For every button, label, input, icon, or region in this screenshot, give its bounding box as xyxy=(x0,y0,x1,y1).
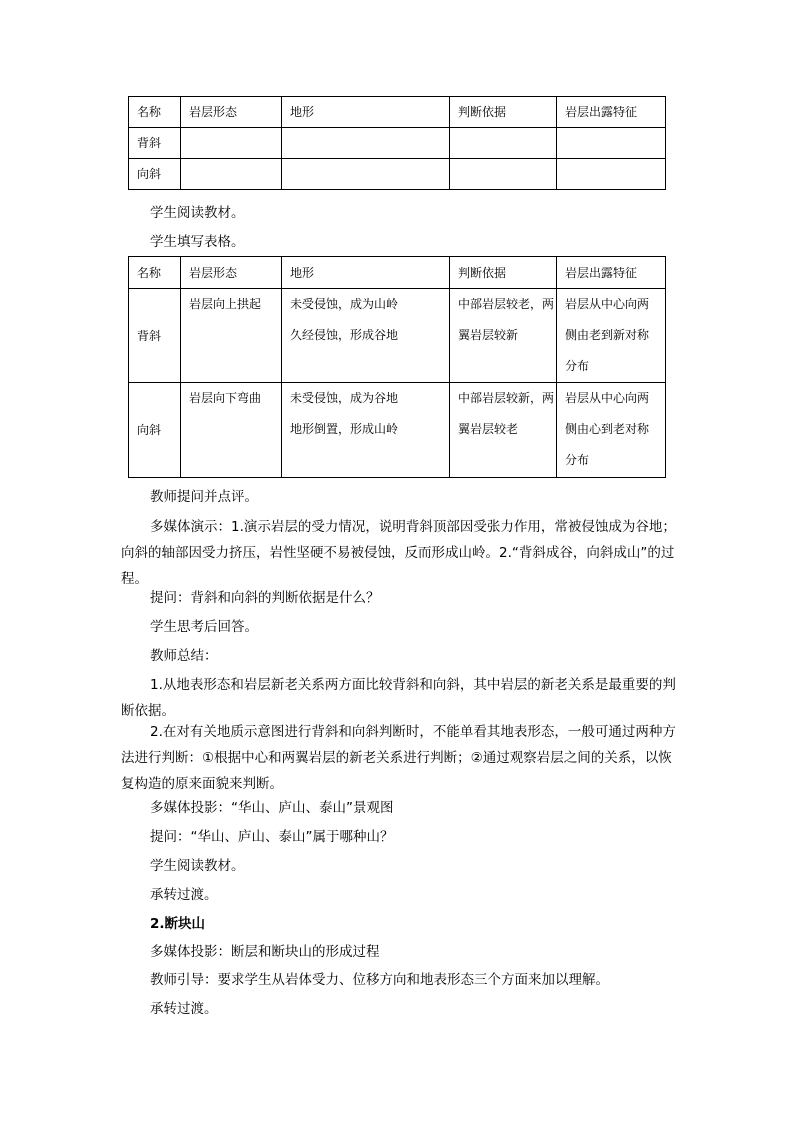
cell-empty xyxy=(450,159,557,190)
header-name: 名称 xyxy=(129,97,181,128)
cell-line: 岩层向上拱起 xyxy=(189,297,262,311)
cell-name: 向斜 xyxy=(129,159,181,190)
cell-exposure xyxy=(557,383,666,478)
header-basis: 判断依据 xyxy=(450,257,557,289)
section-heading: 2.断块山 xyxy=(150,916,206,932)
cell-line: 分布 xyxy=(565,359,590,373)
paragraph: 学生填写表格。 xyxy=(150,234,245,250)
cell-line: 地形倒置，形成山岭 xyxy=(290,422,399,436)
cell-line: 侧由老到新对称 xyxy=(565,328,650,342)
paragraph: 提问：背斜和向斜的判断依据是什么？ xyxy=(150,590,380,606)
header-exposure: 岩层出露特征 xyxy=(557,257,666,289)
paragraph: 学生阅读教材。 xyxy=(150,858,245,874)
cell-line: 未受侵蚀，成为谷地 xyxy=(290,391,399,405)
paragraph: 多媒体演示：1.演示岩层的受力情况，说明背斜顶部因受张力作用，常被侵蚀成为谷地；向斜的轴部因受力挤压，岩性坚硬不易被侵蚀，反而形成山岭。2.“背斜成谷，向斜成山”的过程。 xyxy=(121,519,676,587)
header-exposure: 岩层出露特征 xyxy=(557,97,666,128)
cell-line: 岩层从中心向两 xyxy=(565,391,650,405)
cell-line: 分布 xyxy=(565,453,590,467)
empty-comparison-table xyxy=(128,96,666,190)
cell-line: 久经侵蚀，形成谷地 xyxy=(290,328,399,342)
filled-comparison-table xyxy=(128,256,666,478)
cell-exposure xyxy=(557,289,666,383)
cell-empty xyxy=(181,159,282,190)
paragraph: 学生思考后回答。 xyxy=(150,619,258,635)
paragraph: 承转过渡。 xyxy=(150,887,218,903)
table-row xyxy=(129,383,666,478)
paragraph: 多媒体投影：“华山、庐山、泰山”景观图 xyxy=(150,800,394,816)
cell-form xyxy=(181,383,282,478)
cell-form xyxy=(181,289,282,383)
table-row xyxy=(129,159,666,190)
cell-line: 侧由心到老对称 xyxy=(565,422,650,436)
header-name: 名称 xyxy=(129,257,181,289)
paragraph: 多媒体投影：断层和断块山的形成过程 xyxy=(150,944,380,960)
paragraph: 承转过渡。 xyxy=(150,1001,218,1017)
paragraph: 学生阅读教材。 xyxy=(150,205,245,221)
cell-empty xyxy=(557,128,666,159)
paragraph: 教师总结： xyxy=(150,648,218,664)
cell-line: 岩层向下弯曲 xyxy=(189,391,262,405)
table-header-row xyxy=(129,97,666,128)
table-header-row xyxy=(129,257,666,289)
header-form: 岩层形态 xyxy=(181,257,282,289)
cell-line: 未受侵蚀，成为山岭 xyxy=(290,297,399,311)
cell-empty xyxy=(181,128,282,159)
table-row xyxy=(129,289,666,383)
cell-terrain xyxy=(282,383,450,478)
cell-empty xyxy=(450,128,557,159)
cell-name: 背斜 xyxy=(129,289,181,383)
cell-basis xyxy=(450,289,557,383)
header-terrain: 地形 xyxy=(282,257,450,289)
paragraph: 2.在对有关地质示意图进行背斜和向斜判断时，不能单看其地表形态，一般可通过两种方法进行判断：①根据中心和两翼岩层的新老关系进行判断；②通过观察岩层之间的关系，以恢复构造的原来面貌来判断。 xyxy=(121,724,676,792)
paragraph: 教师引导：要求学生从岩体受力、位移方向和地表形态三个方面来加以理解。 xyxy=(150,972,609,988)
paragraph: 1.从地表形态和岩层新老关系两方面比较背斜和向斜，其中岩层的新老关系是最重要的判断依据。 xyxy=(121,677,676,719)
cell-line: 翼岩层较老 xyxy=(458,422,519,436)
header-form: 岩层形态 xyxy=(181,97,282,128)
cell-empty xyxy=(557,159,666,190)
cell-terrain xyxy=(282,289,450,383)
cell-name: 向斜 xyxy=(129,383,181,478)
table-row xyxy=(129,128,666,159)
header-basis: 判断依据 xyxy=(450,97,557,128)
paragraph: 提问：“华山、庐山、泰山”属于哪种山？ xyxy=(150,829,394,845)
paragraph: 教师提问并点评。 xyxy=(150,489,258,505)
cell-line: 中部岩层较老，两 xyxy=(458,297,555,311)
cell-line: 岩层从中心向两 xyxy=(565,297,650,311)
cell-empty xyxy=(282,128,450,159)
cell-basis xyxy=(450,383,557,478)
cell-name: 背斜 xyxy=(129,128,181,159)
cell-line: 翼岩层较新 xyxy=(458,328,519,342)
header-terrain: 地形 xyxy=(282,97,450,128)
cell-empty xyxy=(282,159,450,190)
cell-line: 中部岩层较新，两 xyxy=(458,391,555,405)
